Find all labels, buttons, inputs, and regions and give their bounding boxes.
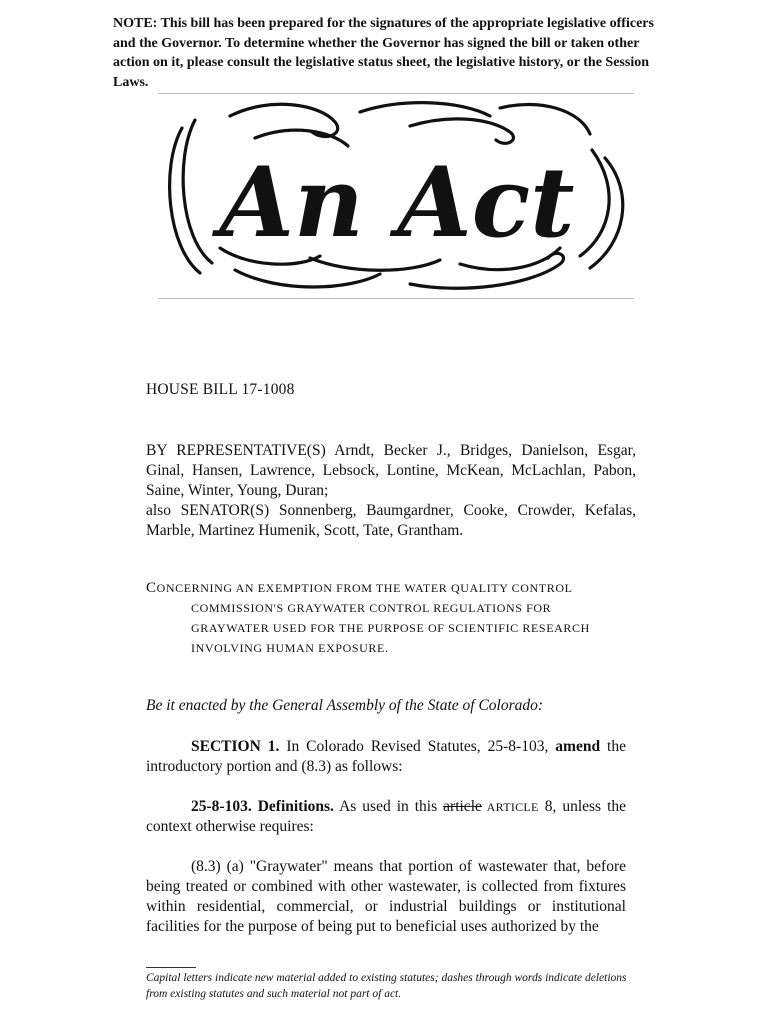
senate-sponsors: also SENATOR(S) Sonnenberg, Baumgardner, Cooke, Crowder, Kefalas, Marble, Martinez Humenik, Scott, Tate, Grantham. <box>146 502 636 539</box>
logo-text: An Act <box>219 146 575 259</box>
house-sponsors: BY REPRESENTATIVE(S) Arndt, Becker J., Bridges, Danielson, Esgar, Ginal, Hansen, Lawrence, Lebsock, Lontine, McKean, McLachlan, Pabon, Saine, Winter, Young, Duran; <box>146 442 636 499</box>
statute-title: Definitions. <box>257 798 334 815</box>
definitions-paragraph <box>146 797 626 837</box>
top-divider <box>158 93 634 94</box>
inserted-word: ARTICLE <box>481 800 539 814</box>
footnote: Capital letters indicate new material added to existing statutes; dashes through words indicate deletions from existing statutes and such material not part of act. <box>146 972 627 1000</box>
title-line-1: ONCERNING AN EXEMPTION FROM THE WATER QUALITY CONTROL <box>156 581 573 595</box>
struck-word: article <box>443 798 482 815</box>
amend-keyword: amend <box>555 738 601 755</box>
title-line-4: INVOLVING HUMAN EXPOSURE. <box>191 641 389 655</box>
title-first-letter: C <box>146 580 157 596</box>
section-text-b: the introductory portion and (8.3) as follows: <box>146 738 626 775</box>
section-1 <box>146 737 626 777</box>
enacting-clause: Be it enacted by the General Assembly of the State of Colorado: <box>146 697 544 714</box>
bill-title <box>146 578 626 658</box>
bottom-divider <box>158 298 634 299</box>
title-line-3: GRAYWATER USED FOR THE PURPOSE OF SCIENTIFIC RESEARCH <box>191 621 590 635</box>
footnote-divider <box>146 967 196 968</box>
section-text-a: In Colorado Revised Statutes, 25-8-103, <box>279 738 556 755</box>
legislative-note: NOTE: This bill has been prepared for the signatures of the appropriate legislative officers and the Governor. To determine whether the Governor has signed the bill or taken other action on it, please consult the legislative status sheet, the legislative history, or the Session Laws. <box>113 16 654 90</box>
definitions-text-b: 8, unless the context otherwise requires: <box>146 798 627 835</box>
sponsors <box>146 441 636 541</box>
statute-number: 25-8-103. <box>191 798 252 815</box>
graywater-text: (8.3) (a) "Graywater" means that portion of wastewater that, before being treated or combined with other wastewater, is collected from fixtures within residential, commercial, or industrial buildings or institutional facilities for the purpose of being put to beneficial uses authorized by the <box>146 858 626 935</box>
an-act-logo <box>160 98 635 296</box>
graywater-definition <box>146 857 626 937</box>
definitions-text-a: As used in this <box>333 798 444 815</box>
title-line-2: COMMISSION'S GRAYWATER CONTROL REGULATIONS FOR <box>191 601 552 615</box>
bill-number: HOUSE BILL 17-1008 <box>146 381 295 398</box>
section-heading: SECTION 1. <box>191 738 280 755</box>
